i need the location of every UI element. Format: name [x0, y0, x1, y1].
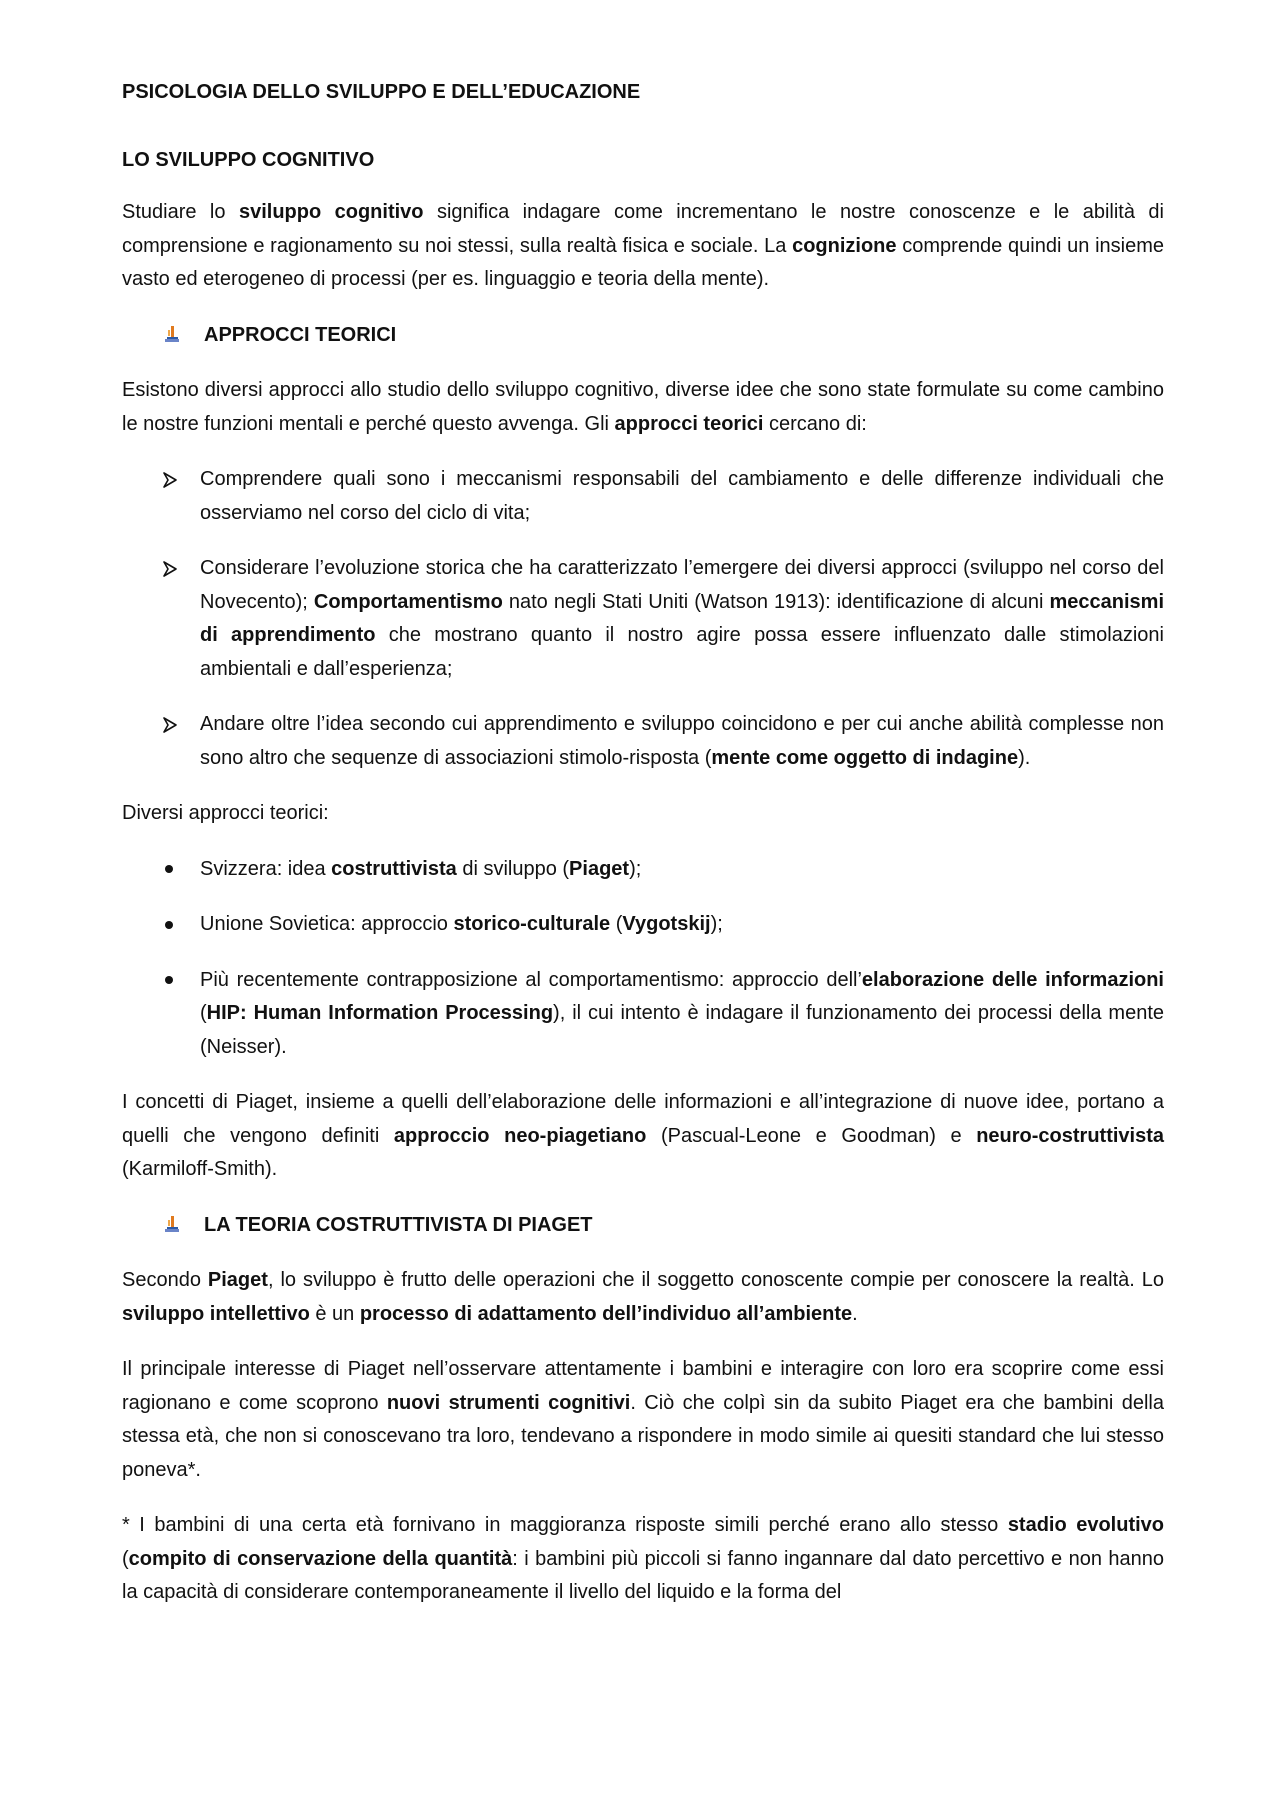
list-item [122, 964, 1164, 1065]
text-run: ( [122, 1547, 129, 1570]
bold-term: compito di conservazione della quantità [128, 1547, 513, 1570]
concetti-paragraph [122, 1086, 1164, 1187]
list-item [122, 908, 1164, 942]
text-run: ( [200, 1002, 207, 1024]
text-run: (Pascual-Leone e Goodman) e [646, 1124, 977, 1147]
approcci-intro-paragraph [122, 374, 1164, 441]
text-run: Il principale interesse di Piaget nell’osservare attentamente i bambini e interagire con loro era scoprire come essi ragionano e come scoprono [122, 1358, 1164, 1414]
list-item [122, 708, 1164, 775]
text-run: comprende quindi un insieme vasto ed eterogeneo di processi (per es. linguaggio e teoria della mente). [122, 234, 1165, 290]
list-item [122, 853, 1164, 887]
bold-term: meccanismi di apprendimento [200, 590, 1165, 646]
round-bullet-icon [162, 964, 186, 998]
bold-term: HIP: Human Information Processing [206, 1002, 554, 1024]
arrow-right-icon [162, 463, 186, 497]
intro-paragraph [122, 196, 1164, 297]
round-bullet-icon [162, 853, 186, 887]
text-run: Secondo [122, 1269, 208, 1291]
text-run: , lo sviluppo è frutto delle operazioni che il soggetto conoscente compie per conoscere la realtà. Lo [267, 1269, 1165, 1291]
bold-term: stadio evolutivo [1007, 1514, 1165, 1536]
text-run: Unione Sovietica: approccio [200, 913, 454, 935]
bold-term: nuovi strumenti cognitivi [386, 1391, 631, 1414]
bold-term: sviluppo cognitivo [238, 201, 424, 223]
bold-term: processo di adattamento dell’individuo all’ambiente [359, 1302, 853, 1325]
text-run: nato negli Stati Uniti (Watson 1913): identificazione di alcuni [502, 590, 1050, 613]
document-title: PSICOLOGIA DELLO SVILUPPO E DELL’EDUCAZIONE [122, 81, 641, 103]
orange-blue-pin-icon [122, 1216, 204, 1234]
heading-teoria-piaget [122, 1209, 1164, 1243]
heading-text: APPROCCI TEORICI [204, 323, 397, 346]
bold-term: Vygotskij [622, 913, 711, 935]
heading-text: LA TEORIA COSTRUTTIVISTA DI PIAGET [204, 1213, 593, 1236]
text-run: Andare oltre l’idea secondo cui apprendimento e sviluppo coincidono e per cui anche abilità complesse non sono altro che sequenze di associazioni stimolo-risposta ( [200, 713, 1164, 769]
text-run: Esistono diversi approcci allo studio dello sviluppo cognitivo, diverse idee che sono state formulate su come cambino le nostre funzioni mentali e perché questo avvenga. Gli [122, 379, 1164, 435]
bold-term: Comportamentismo [313, 590, 503, 613]
bold-term: mente come oggetto di indagine [711, 746, 1019, 769]
bold-term: approcci teorici [614, 412, 764, 435]
text-run: : i bambini più piccoli si fanno ingannare dal dato percettivo e non hanno la capacità di considerare contemporaneamente il livello del liquido e la forma del [122, 1547, 1164, 1603]
text-run: che mostrano quanto il nostro agire possa essere influenzato dalle stimolazioni ambientali e dall’esperienza; [200, 624, 1164, 680]
orange-blue-pin-icon [122, 326, 204, 344]
bold-term: Piaget [207, 1269, 268, 1291]
text-run: * I bambini di una certa età fornivano in maggioranza risposte simili perché erano allo stesso [122, 1514, 1008, 1536]
dot-list [122, 853, 1164, 1065]
round-bullet-icon [162, 908, 186, 942]
text-run: I concetti di Piaget, insieme a quelli dell’elaborazione delle informazioni e all’integrazione di nuove idee, portano a quelli che vengono definiti [122, 1091, 1164, 1147]
bold-term: costruttivista [331, 857, 457, 880]
section-title: LO SVILUPPO COGNITIVO [122, 149, 375, 171]
arrow-right-icon [162, 552, 186, 586]
text-run: . [852, 1302, 858, 1325]
text-run: è un [309, 1302, 360, 1325]
bold-term: sviluppo intellettivo [122, 1302, 310, 1325]
piaget-paragraph-2 [122, 1353, 1164, 1487]
text-run: (Karmiloff-Smith). [122, 1158, 278, 1180]
arrow-right-icon [162, 708, 186, 742]
heading-approcci-teorici [122, 319, 1164, 353]
text-run: ); [710, 913, 723, 935]
bold-term: neuro-costruttivista [976, 1124, 1165, 1147]
text-run: Più recentemente contrapposizione al comportamentismo: approccio dell’ [200, 968, 862, 991]
bold-term: elaborazione delle informazioni [861, 968, 1164, 991]
arrow-list [122, 463, 1164, 775]
text-run: ). [1018, 746, 1031, 769]
piaget-paragraph-1 [122, 1264, 1164, 1331]
text-run: Svizzera: idea [200, 857, 332, 880]
text-run: Comprendere quali sono i meccanismi responsabili del cambiamento e delle differenze individuali che osserviamo nel corso del ciclo di vita; [200, 468, 1164, 524]
text-run: Considerare l’evoluzione storica che ha caratterizzato l’emergere dei diversi approcci (sviluppo nel corso del Novecento); [200, 557, 1164, 613]
text-run: di sviluppo ( [456, 857, 570, 880]
text-run: ( [610, 913, 623, 935]
text-run: cercano di: [763, 412, 867, 435]
bold-term: approccio neo-piagetiano [393, 1124, 647, 1147]
footnote-paragraph [122, 1509, 1164, 1610]
text-run: ); [629, 857, 642, 880]
bold-term: Piaget [569, 857, 630, 880]
text-run: significa indagare come incrementano le nostre conoscenze e le abilità di comprensione e ragionamento su noi stessi, sulla realtà fisica e sociale. La [122, 201, 1164, 257]
bold-term: cognizione [792, 234, 897, 257]
list-item [122, 552, 1164, 686]
text-run: ), il cui intento è indagare il funzionamento dei processi della mente (Neisser). [200, 1002, 1164, 1058]
text-run: . Ciò che colpì sin da subito Piaget era che bambini della stessa età, che non si conoscevano tra loro, tendevano a rispondere in modo simile ai quesiti standard che lui stesso poneva*. [122, 1391, 1165, 1481]
bold-term: storico-culturale [453, 913, 611, 935]
list-item [122, 463, 1164, 530]
text-run: Studiare lo [122, 201, 239, 223]
diversi-approcci-label: Diversi approcci teorici: [122, 802, 329, 824]
